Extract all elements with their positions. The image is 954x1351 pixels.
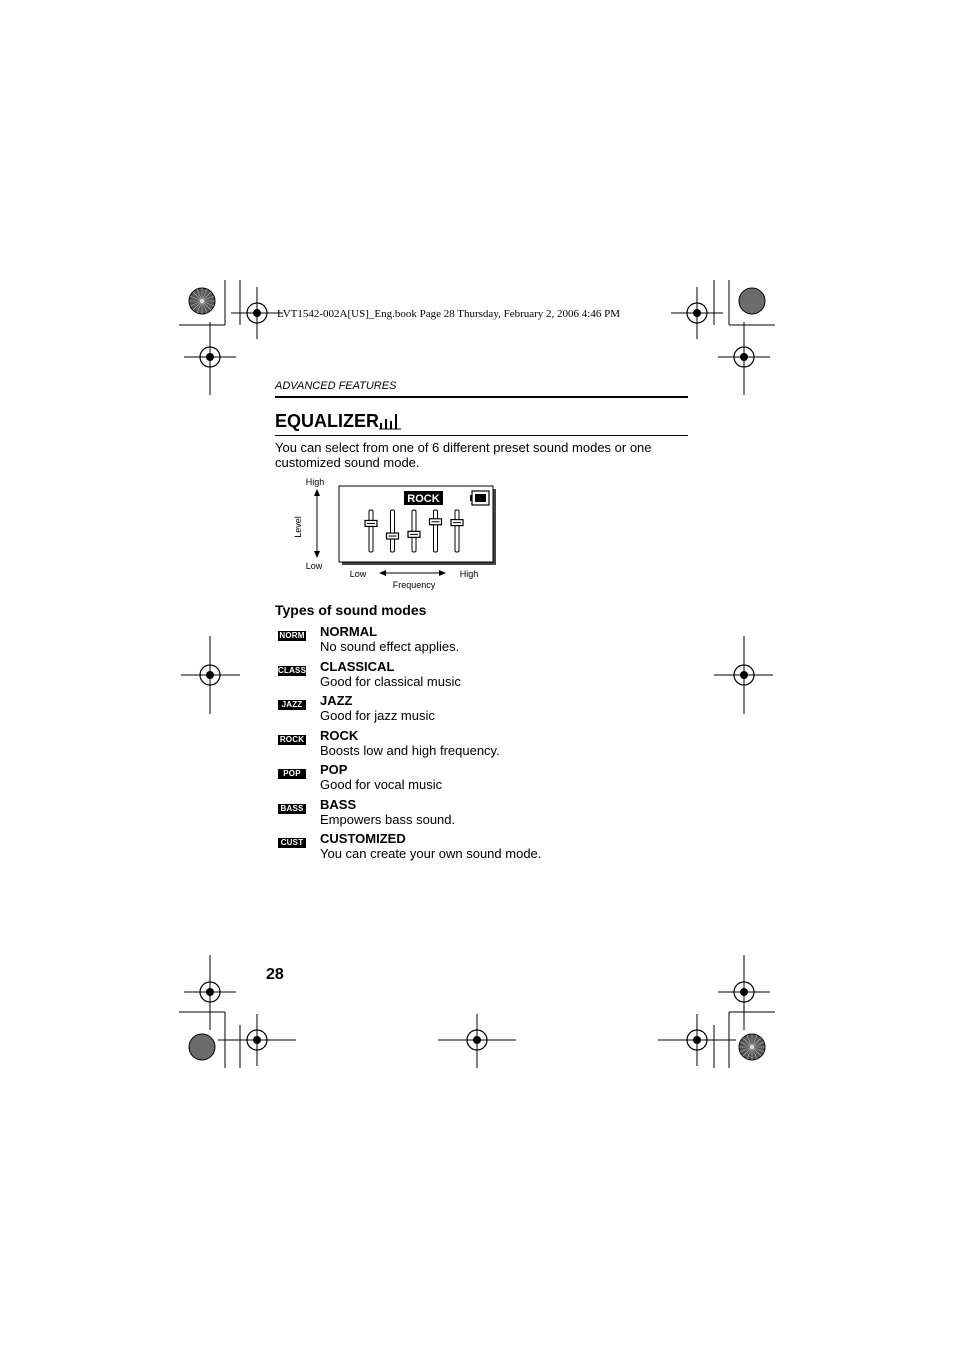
mode-name: CLASSICAL <box>320 658 395 674</box>
list-item-jazz <box>275 693 695 728</box>
sound-modes-list <box>275 624 695 866</box>
header-rule <box>275 396 688 398</box>
pop-badge-icon: POP <box>278 769 306 779</box>
equalizer-bars-icon <box>378 412 402 430</box>
mode-name: BASS <box>320 796 357 812</box>
page-title: EQUALIZER <box>275 411 380 431</box>
battery-icon <box>470 491 489 505</box>
rock-badge-icon: ROCK <box>279 734 305 744</box>
freq-high-label: High <box>459 569 479 579</box>
list-item-rock <box>275 728 695 763</box>
list-item-classical <box>275 659 695 694</box>
freq-low-label: Low <box>349 569 367 579</box>
mode-description: No sound effect applies. <box>320 639 460 654</box>
types-heading: Types of sound modes <box>275 602 427 618</box>
list-item-customized <box>275 831 695 866</box>
slider-track-4 <box>434 510 438 552</box>
mode-description: Good for classical music <box>320 673 461 689</box>
intro-paragraph: You can select from one of 6 different preset sound modes or one customized sound mode. <box>275 440 652 470</box>
level-high-label: High <box>305 477 325 487</box>
screen-mode-label: ROCK <box>407 493 440 505</box>
level-arrow <box>314 489 320 558</box>
print-slug-line: LVT1542-002A[US]_Eng.book Page 28 Thursday, February 2, 2006 4:46 PM <box>277 308 621 320</box>
mode-name: JAZZ <box>320 693 353 708</box>
list-item-bass <box>275 797 695 832</box>
mode-description: Empowers bass sound. <box>320 811 456 827</box>
mode-name: POP <box>320 762 348 777</box>
slider-track-1 <box>369 510 373 552</box>
page-number: 28 <box>266 966 284 983</box>
list-item-pop <box>275 762 695 797</box>
norm-badge-icon: NORM <box>279 631 305 640</box>
mode-description: You can create your own sound mode. <box>320 846 542 861</box>
level-low-label: Low <box>305 561 323 571</box>
frequency-axis-label: Frequency <box>392 580 436 590</box>
section-header: ADVANCED FEATURES <box>275 380 397 392</box>
jazz-badge-icon: JAZZ <box>278 700 306 710</box>
class-badge-icon: CLASS <box>278 665 307 675</box>
level-axis-label: Level <box>293 516 303 538</box>
mode-description: Good for vocal music <box>320 777 443 792</box>
list-item-normal <box>275 624 695 659</box>
mode-description: Boosts low and high frequency. <box>320 742 500 758</box>
equalizer-diagram <box>285 472 510 594</box>
cust-badge-icon: CUST <box>278 838 306 848</box>
mode-description: Good for jazz music <box>320 708 435 723</box>
bass-badge-icon: BASS <box>278 804 306 814</box>
mode-name: ROCK <box>320 727 359 743</box>
player-screen <box>339 486 496 565</box>
slider-track-5 <box>455 510 459 552</box>
frequency-arrow <box>379 570 446 576</box>
title-rule <box>275 435 688 436</box>
slider-track-2 <box>391 510 395 552</box>
mode-name: NORMAL <box>320 624 378 639</box>
mode-name: CUSTOMIZED <box>320 831 406 846</box>
